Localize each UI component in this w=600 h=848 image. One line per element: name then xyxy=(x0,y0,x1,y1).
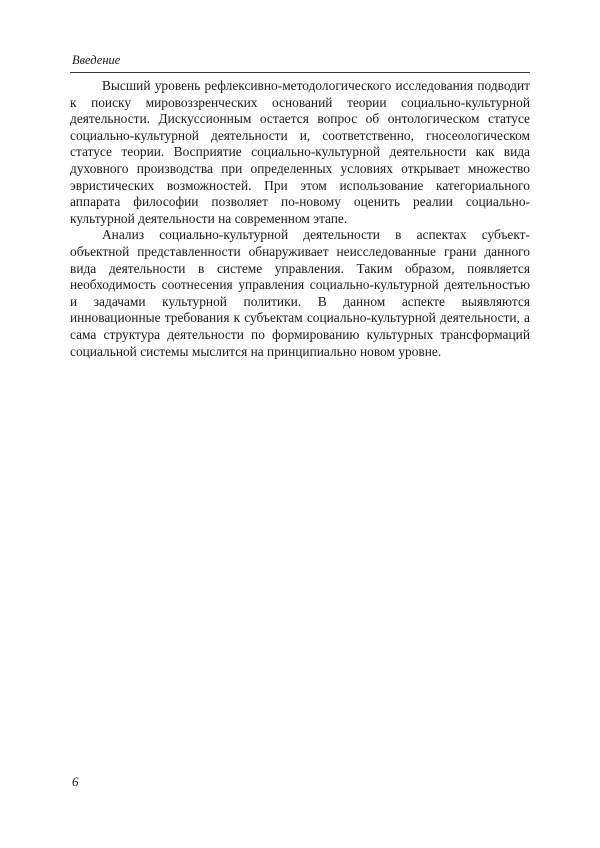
paragraph-1: Высший уровень рефлексивно-методологического исследования подводит к поиску мировоззренческих оснований теории социально-культурной деятельности. Дискуссионным остается вопрос об онтологическом статусе социально-культурной деятельности и, соответственно, гносеологическом статусе теории. Восприятие социально-культурной деятельности как вида духовного производства при определенных условиях открывает множество эвристических возможностей. При этом использование категориального аппарата философии позволяет по-новому оценить реалии социально-культурной деятельности на современном этапе. xyxy=(70,78,530,226)
running-header xyxy=(70,52,530,73)
main-text xyxy=(70,78,530,360)
page-number: 6 xyxy=(72,774,79,789)
header-section-title: Введение xyxy=(72,53,121,67)
paragraph-2: Анализ социально-культурной деятельности в аспектах субъект-объектной представленности обнаруживает неисследованные грани данного вида деятельности в системе управления. Таким образом, появляется необходимость соотнесения управления социально-культурной деятельностью и задачами культурной политики. В данном аспекте выявляются инновационные требования к субъектам социально-культурной деятельности, а сама структура деятельности по формированию культурных трансформаций социальной системы мыслится на принципиально новом уровне. xyxy=(70,227,530,359)
